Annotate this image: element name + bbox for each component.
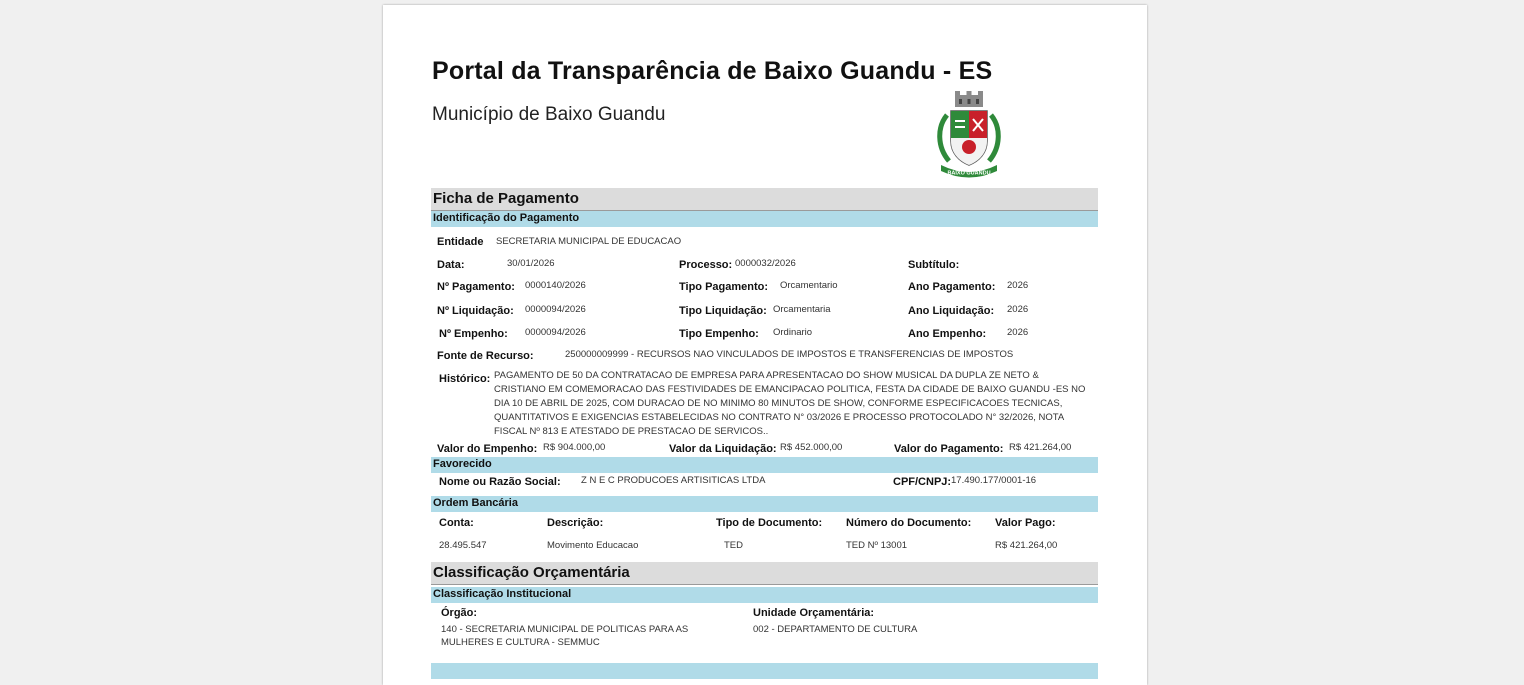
ano-pagamento-label: Ano Pagamento:	[908, 281, 996, 293]
ano-liquidacao-value: 2026	[1007, 304, 1029, 315]
valor-pagamento-label: Valor do Pagamento:	[894, 443, 1004, 455]
table-header-valor-pago: Valor Pago:	[995, 517, 1056, 529]
svg-text:BAIXO GUANDU: BAIXO GUANDU	[947, 170, 991, 177]
valor-empenho-label: Valor do Empenho:	[437, 443, 538, 455]
ano-empenho-value: 2026	[1007, 327, 1029, 338]
ano-liquidacao-label: Ano Liquidação:	[908, 305, 995, 317]
ano-empenho-label: Ano Empenho:	[908, 328, 987, 340]
table-header-conta: Conta:	[439, 517, 474, 529]
municipality-name: Município de Baixo Guandu	[432, 104, 666, 125]
cpf-cnpj-label: CPF/CNPJ:	[893, 476, 952, 488]
subtitulo-label: Subtítulo:	[908, 259, 960, 271]
entidade-label: Entidade	[437, 236, 484, 248]
orgao-label: Órgão:	[441, 607, 478, 619]
historico-label: Histórico:	[439, 373, 491, 385]
cpf-cnpj-value: 17.490.177/0001-16	[951, 475, 1037, 486]
n-empenho-label: Nº Empenho:	[439, 328, 508, 340]
nome-razao-social-label: Nome ou Razão Social:	[439, 476, 561, 488]
table-header-descricao: Descrição:	[547, 517, 604, 529]
fonte-recurso-label: Fonte de Recurso:	[437, 350, 534, 362]
unidade-orcamentaria-label: Unidade Orçamentária:	[753, 607, 875, 619]
section-next-partial	[431, 663, 1098, 679]
n-empenho-value: 0000094/2026	[525, 327, 586, 338]
table-header-tipo-documento: Tipo de Documento:	[716, 517, 823, 529]
tipo-pagamento-label: Tipo Pagamento:	[679, 281, 769, 293]
unidade-orcamentaria-value: 002 - DEPARTAMENTO DE CULTURA	[753, 624, 918, 635]
report-page	[383, 5, 1147, 685]
fonte-recurso-value: 250000009999 - RECURSOS NAO VINCULADOS DE IMPOSTOS E TRANSFERENCIAS DE IMPOSTOS	[565, 349, 1014, 360]
entidade-value: SECRETARIA MUNICIPAL DE EDUCACAO	[496, 236, 682, 247]
n-liquidacao-label: Nº Liquidação:	[437, 305, 514, 317]
table-header-numero-documento: Número do Documento:	[846, 517, 972, 529]
nome-razao-social-value: Z N E C PRODUCOES ARTISITICAS LTDA	[581, 475, 766, 486]
section-ordem-bancaria: Ordem Bancária	[431, 496, 1098, 512]
table-cell-tipo-documento: TED	[724, 540, 743, 551]
tipo-liquidacao-label: Tipo Liquidação:	[679, 305, 767, 317]
section-identificacao-pagamento: Identificação do Pagamento	[431, 211, 1098, 227]
municipal-coat-of-arms-icon	[931, 91, 1007, 179]
data-label: Data:	[437, 259, 465, 271]
section-classificacao-institucional: Classificação Institucional	[431, 587, 1098, 603]
tipo-liquidacao-value: Orcamentaria	[773, 304, 831, 315]
section-favorecido: Favorecido	[431, 457, 1098, 473]
data-value: 30/01/2026	[507, 258, 555, 269]
table-cell-descricao: Movimento Educacao	[547, 540, 639, 551]
valor-empenho-value: R$ 904.000,00	[543, 442, 606, 453]
n-liquidacao-value: 0000094/2026	[525, 304, 586, 315]
section-ficha-pagamento: Ficha de Pagamento	[431, 188, 1098, 211]
n-pagamento-label: Nº Pagamento:	[437, 281, 515, 293]
orgao-value: 140 - SECRETARIA MUNICIPAL DE POLITICAS PARA AS MULHERES E CULTURA - SEMMUC	[441, 624, 689, 648]
n-pagamento-value: 0000140/2026	[525, 280, 586, 291]
table-cell-conta: 28.495.547	[439, 540, 487, 551]
tipo-empenho-value: Ordinario	[773, 327, 813, 338]
page-title: Portal da Transparência de Baixo Guandu - ES	[432, 57, 993, 85]
table-cell-valor-pago: R$ 421.264,00	[995, 540, 1058, 551]
section-classificacao-orcamentaria: Classificação Orçamentária	[431, 562, 1098, 585]
valor-pagamento-value: R$ 421.264,00	[1009, 442, 1072, 453]
tipo-pagamento-value: Orcamentario	[780, 280, 838, 291]
processo-value: 0000032/2026	[735, 258, 796, 269]
historico-value: PAGAMENTO DE 50 DA CONTRATACAO DE EMPRESA PARA APRESENTACAO DO SHOW MUSICAL DA DUPLA ZE NETO & CRISTIANO EM COMEMORACAO DAS FESTIVIDADES DE EMANCIPACAO POLITICA, FESTA DA CIDADE DE BAIXO GUANDU -ES NO DIA 10 DE ABRIL DE 2025, COM DURACAO DE NO MINIMO 80 MINUTOS DE SHOW, CONFORME ESPECIFICACOES TECNICAS, QUANTITATIVOS E EXIGENCIAS ESTABELECIDAS NO CONTRATO N° 03/2026 E PROCESSO PROTOCOLADO N° 32/2026, NOTA FISCAL Nº 813 E ATESTADO DE PRESTACAO DE SERVICOS..	[494, 370, 1086, 437]
valor-liquidacao-value: R$ 452.000,00	[780, 442, 843, 453]
tipo-empenho-label: Tipo Empenho:	[679, 328, 759, 340]
valor-liquidacao-label: Valor da Liquidação:	[669, 443, 777, 455]
processo-label: Processo:	[679, 259, 733, 271]
table-cell-numero-documento: TED Nº 13001	[846, 540, 908, 551]
ano-pagamento-value: 2026	[1007, 280, 1029, 291]
